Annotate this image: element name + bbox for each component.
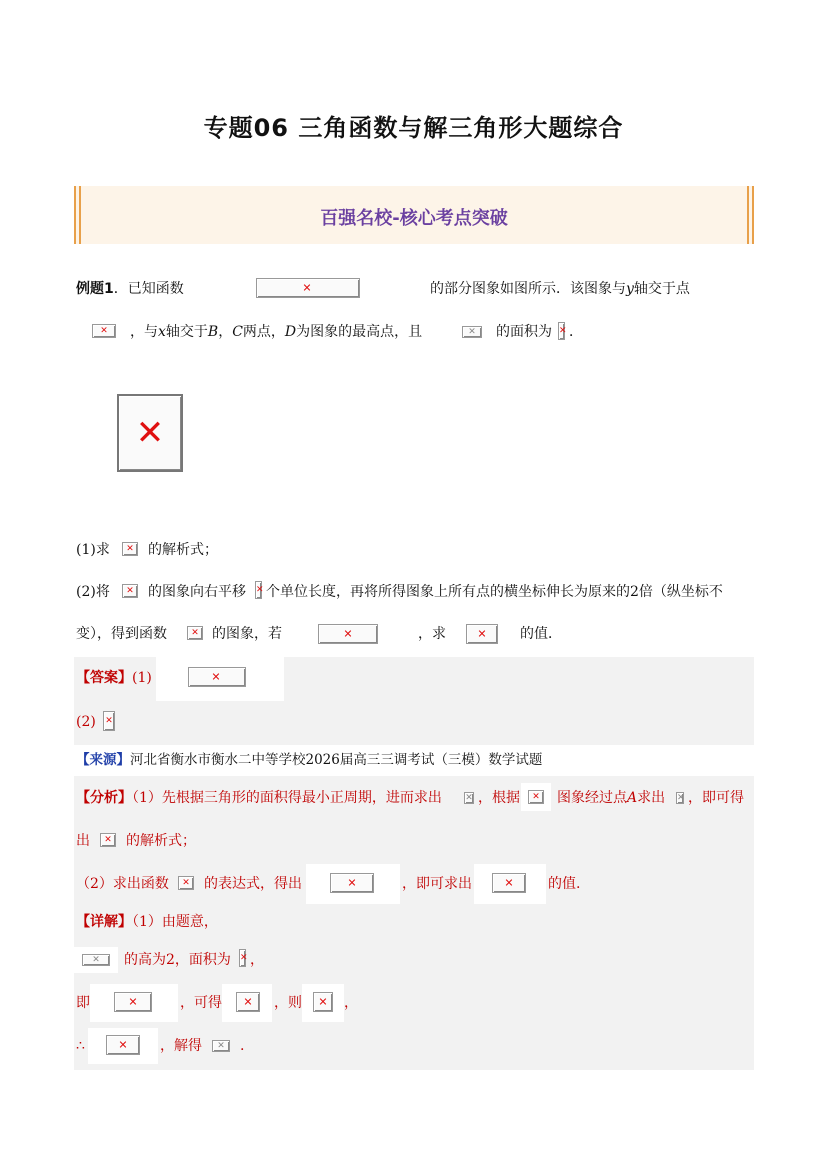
detail-line-3: 即 [76,995,90,1011]
detail-line-4: ∴ [76,1038,85,1054]
fx-image [122,542,138,556]
detail-formula-image [114,992,152,1012]
detail-line-3-c: ，则 [274,995,302,1011]
question-1-tail: 的解析式； [148,542,218,558]
detail-formula-image [313,992,333,1012]
detail-formula-image [236,992,260,1012]
example-line-2-end: ． [569,324,583,340]
analysis-line-1-b: ，根据 [478,790,520,806]
area-value-image [239,949,246,967]
shift-value-image [255,581,262,599]
omega-image [464,792,474,804]
question-2-part-e: 的值． [520,626,562,642]
banner-text: 百强名校-核心考点突破 [320,208,508,229]
phi-image [676,792,684,804]
detail-line-3-b: ，可得 [180,995,222,1011]
analysis-line-1-d: ，即可得 [688,790,744,806]
answer-2-formula-image [103,711,115,731]
detail-line-2-c: ， [250,952,264,968]
analysis-target-image [492,873,526,893]
analysis-line-3-b: 的表达式，得出 [204,876,302,892]
answer-1-formula-image [188,667,246,687]
analysis-line-1-c: 图象经过点A求出 [557,790,666,806]
analysis-line-2-b: 的解析式； [126,833,196,849]
detail-line-3-d: ， [344,995,358,1011]
detail-line-4-c: . [240,1038,245,1054]
analysis-line-3-c: ，即可求出 [402,876,472,892]
function-graph-image [117,394,183,472]
gx-image [187,626,203,640]
question-2-part-d: ，求 [418,626,446,642]
detail-line-2: 的高为2，面积为 [124,952,231,968]
question-2-part-b: 个单位长度，再将所得图象上所有点的横坐标伸长为原来的2倍（纵坐标不 [266,584,723,600]
example-label: 例题1 [76,281,114,297]
detail-formula-image [106,1035,140,1055]
detail-line-4-b: ，解得 [160,1038,202,1054]
answer-line-2: (2) [76,714,96,730]
question-2: (2)将 [76,584,110,600]
question-2-part-c: 的图象，若 [212,626,282,642]
condition-formula-image [318,624,378,644]
detail-result-image [212,1040,230,1052]
fx-image [122,584,138,598]
triangle-formula-image [82,954,110,966]
page-title: 专题06 三角函数与解三角形大题综合 [203,114,624,142]
question-1: (1)求 [76,542,110,558]
analysis-line-3: （2）求出函数 [76,876,169,892]
example-line-1: 例题1．已知函数 [76,281,184,297]
analysis-line-3-d: 的值. [548,876,581,892]
gx-image [178,876,194,890]
example-line-2: ，与x轴交于B，C两点，D为图象的最高点，且 [130,324,423,340]
example-line-2-tail: 的面积为 [496,324,552,340]
analysis-line-2: 出 [76,833,90,849]
question-2-line-2: 变），得到函数 [76,626,167,642]
detail-line-1: 【详解】（1）由题意， [76,914,218,930]
section-banner [74,186,754,244]
fx-image [528,790,544,804]
triangle-formula-image [462,326,482,338]
analysis-formula-image [330,873,374,893]
point-formula-image [92,324,116,338]
source-line: 【来源】河北省衡水市衡水二中等学校2026届高三三调考试（三模）数学试题 [76,752,543,768]
area-value-image [558,322,565,340]
analysis-line-1: 【分析】（1）先根据三角形的面积得最小正周期，进而求出 [76,790,442,806]
target-formula-image [466,624,498,644]
fx-image [100,833,116,847]
function-formula-image [256,278,360,298]
question-2-part: 的图象向右平移 [148,584,246,600]
answer-line-1: 【答案】(1) [76,670,152,686]
example-line-1-tail: 的部分图象如图所示．该图象与y轴交于点 [430,281,690,297]
